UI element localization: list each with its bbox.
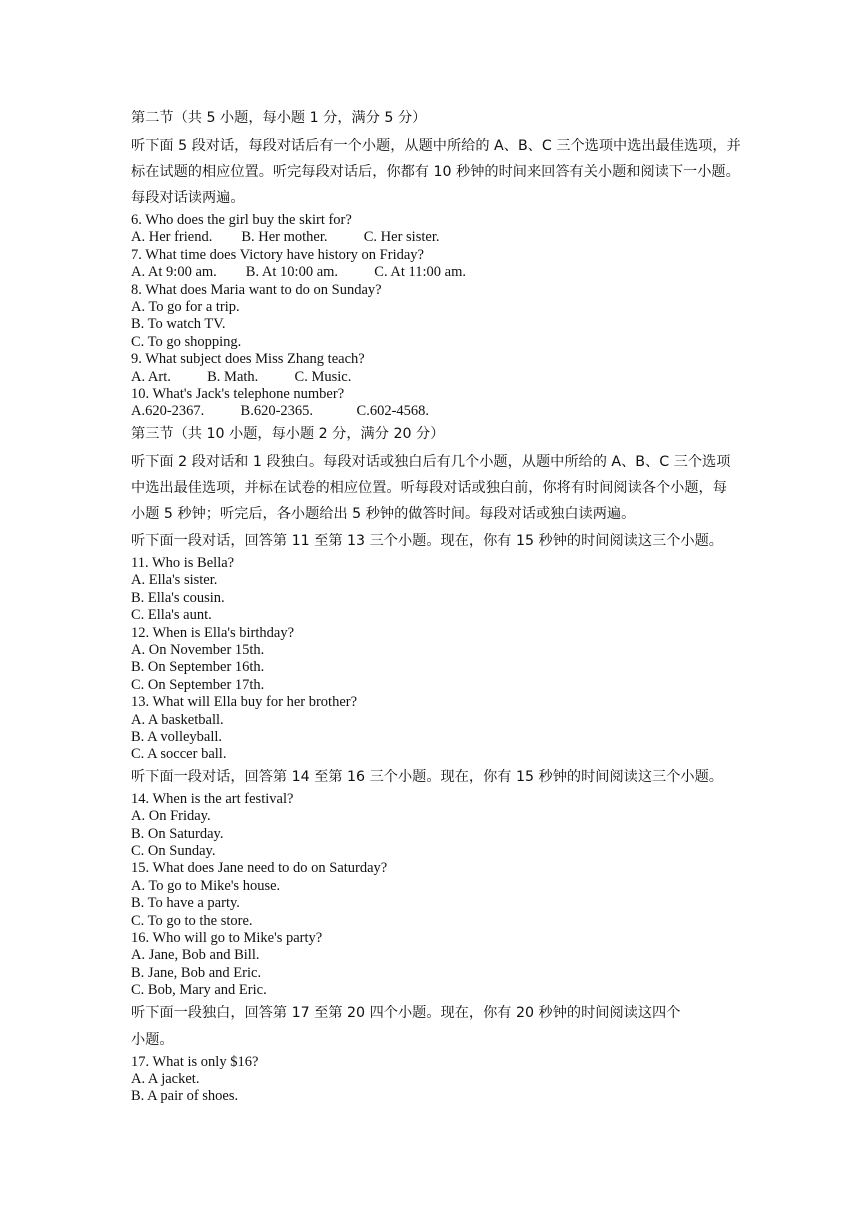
question-line: 12. When is Ella's birthday? (131, 624, 295, 641)
monologue-questions (131, 1054, 741, 1106)
section-2-questions (131, 212, 741, 421)
question-line: 9. What subject does Miss Zhang teach? (131, 351, 365, 368)
section-3-heading: 第三节（共 10 小题，每小题 2 分，满分 20 分） (131, 425, 445, 442)
option-line: C. To go to the store. (131, 912, 253, 929)
option-line: B. To have a party. (131, 895, 240, 912)
option-line: B. A volleyball. (131, 728, 223, 745)
options-line: A. Her friend. B. Her mother. C. Her sister. (131, 229, 440, 246)
option-line: B. On Saturday. (131, 825, 224, 842)
option-line: B. Ella's cousin. (131, 589, 225, 606)
dialog-1-questions (131, 555, 741, 764)
option-line: A. A basketball. (131, 711, 224, 728)
option-line: A. On November 15th. (131, 641, 265, 658)
options-line: A.620-2367. B.620-2365. C.602-4568. (131, 403, 430, 420)
question-line: 14. When is the art festival? (131, 790, 294, 807)
option-line: C. A soccer ball. (131, 746, 227, 763)
option-line: B. Jane, Bob and Eric. (131, 964, 262, 981)
option-line: C. To go shopping. (131, 333, 242, 350)
option-line: B. On September 16th. (131, 659, 265, 676)
option-line: A. Jane, Bob and Bill. (131, 947, 260, 964)
question-line: 6. Who does the girl buy the skirt for? (131, 212, 352, 228)
options-line: A. Art. B. Math. C. Music. (131, 368, 352, 385)
question-line: 7. What time does Victory have history on Friday? (131, 246, 424, 263)
option-line: A. On Friday. (131, 808, 211, 825)
option-line: C. Ella's aunt. (131, 607, 212, 624)
question-line: 11. Who is Bella? (131, 554, 235, 571)
question-line: 8. What does Maria want to do on Sunday? (131, 281, 382, 298)
option-line: A. A jacket. (131, 1071, 200, 1088)
dialog-2-intro: 听下面一段对话，回答第 14 至第 16 三个小题。现在，你有 15 秒钟的时间阅读这三个小题。 (131, 768, 723, 785)
option-line: C. Bob, Mary and Eric. (131, 982, 267, 999)
monologue-intro: 听下面一段独白，回答第 17 至第 20 四个小题。现在，你有 20 秒钟的时间阅读这四个 (131, 1004, 681, 1021)
section-3-instruction: 听下面 2 段对话和 1 段独白。每段对话或独白后有几个小题，从题中所给的 A、B、C 三个选项中选出最佳选项，并标在试卷的相应位置。听每段对话或独白前，你将有时间阅读各个小题，每小题 5 秒钟；听完后，各小题给出 5 秒钟的做答时间。每段对话或独白读两遍。 (131, 453, 731, 522)
question-line: 16. Who will go to Mike's party? (131, 930, 323, 946)
option-line: B. To watch TV. (131, 316, 226, 333)
monologue-intro-continued: 小题。 (131, 1031, 174, 1048)
option-line: A. Ella's sister. (131, 572, 218, 589)
section-2-heading: 第二节（共 5 小题，每小题 1 分，满分 5 分） (131, 110, 427, 126)
option-line: A. To go for a trip. (131, 299, 240, 316)
question-line: 13. What will Ella buy for her brother? (131, 694, 358, 711)
question-line: 10. What's Jack's telephone number? (131, 386, 345, 403)
question-line: 17. What is only $16? (131, 1053, 259, 1070)
section-2-instruction: 听下面 5 段对话，每段对话后有一个小题，从题中所给的 A、B、C 三个选项中选出最佳选项，并标在试题的相应位置。听完每段对话后，你都有 10 秒钟的时间来回答有关小题和阅读下一小题。每段对话读两遍。 (131, 138, 741, 206)
dialog-1-intro: 听下面一段对话，回答第 11 至第 13 三个小题。现在，你有 15 秒钟的时间阅读这三个小题。 (131, 532, 723, 549)
option-line: C. On Sunday. (131, 842, 216, 859)
page-content (131, 105, 741, 1106)
question-line: 15. What does Jane need to do on Saturday? (131, 860, 388, 877)
option-line: A. To go to Mike's house. (131, 877, 281, 894)
option-line: C. On September 17th. (131, 676, 265, 693)
dialog-2-questions (131, 791, 741, 1000)
option-line: B. A pair of shoes. (131, 1088, 239, 1105)
options-line: A. At 9:00 am. B. At 10:00 am. C. At 11:00 am. (131, 264, 466, 281)
